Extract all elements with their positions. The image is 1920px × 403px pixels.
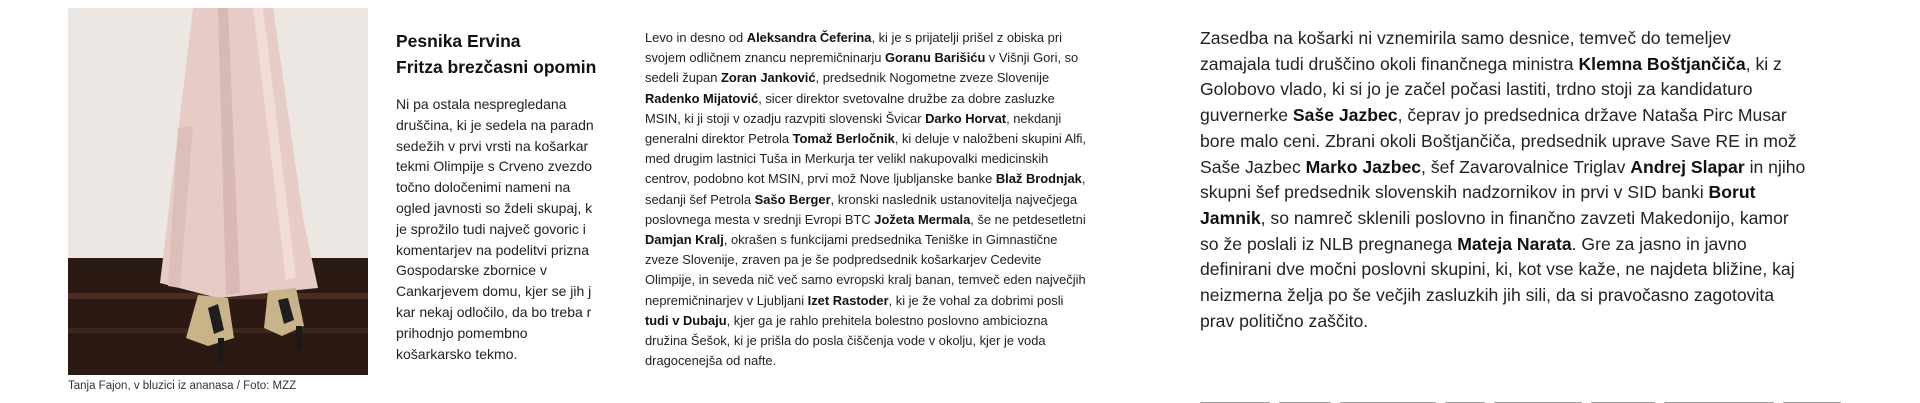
text-segment: dragocenejša od nafte.	[645, 353, 777, 369]
text-segment: Golobovo vlado, ki si jo je začel počasi lastiti, trdno stoji za kandidaturo	[1200, 79, 1753, 100]
text-line	[1200, 283, 1912, 309]
text-segment: generalni direktor Petrola	[645, 131, 793, 147]
text-line	[645, 89, 1185, 109]
text-segment: prav politično zaščito.	[1200, 310, 1369, 331]
sidebar-column	[396, 28, 644, 398]
person-name: Saše Jazbec	[1292, 105, 1398, 126]
person-name: Borut	[1708, 182, 1756, 203]
text-segment: , so namreč sklenili poslovno in finančno zavzeti Makedonijo, kamor	[1260, 207, 1789, 228]
text-segment: so že poslali iz NLB pregnanega	[1200, 233, 1458, 254]
text-segment: , okrašen s funkcijami predsednika Teniške in Gimnastične	[723, 232, 1058, 248]
person-name: Radenko Mijatović	[645, 90, 759, 106]
text-line	[645, 129, 1185, 149]
sidebar-body-line: komentarjev na podelitvi prizna	[396, 241, 589, 258]
text-line	[645, 331, 1185, 351]
sidebar-body-line: prihodnjo pomembno	[396, 324, 528, 341]
text-segment: . Gre za jasno in javno	[1571, 233, 1747, 254]
text-segment: , ki z	[1745, 53, 1782, 74]
text-segment: Zasedba na košarki ni vznemirila samo desnice, temveč do temeljev	[1200, 28, 1731, 48]
article-photo	[68, 8, 368, 375]
text-segment: definirani dve močni poslovni skupini, ki, kot vse kaže, ne najdeta bližine, kaj	[1200, 259, 1795, 280]
text-line	[1200, 155, 1912, 181]
text-segment: , kronski naslednik ustanovitelja največjega	[830, 191, 1078, 207]
text-segment: skupni šef predsednik slovenskih nadzornikov in prvi v SID banki	[1200, 182, 1709, 203]
text-line	[1200, 52, 1912, 78]
text-segment: Saše Jazbec	[1200, 156, 1306, 177]
text-line	[645, 230, 1185, 250]
text-line	[645, 270, 1185, 290]
text-segment: MSIN, ki ji stoji v ozadju razvpiti slovenski Švicar	[645, 110, 926, 126]
text-line	[645, 291, 1185, 311]
text-line	[645, 68, 1185, 88]
text-segment: , čeprav jo predsednica države Nataša Pirc Musar	[1397, 105, 1787, 126]
article-photo-image	[68, 8, 368, 375]
text-line	[645, 351, 1185, 371]
next-paragraph-cut	[1200, 396, 1850, 403]
text-segment: Olimpije, in seveda nič več samo evropski kralj banan, temveč eden največjih	[645, 272, 1086, 288]
person-name: Darko Horvat	[925, 110, 1007, 126]
person-name: Jožeta Mermala	[874, 211, 971, 227]
text-segment: Levo in desno od	[645, 30, 747, 45]
text-segment: , ki je že vohal za dobrimi posli	[888, 292, 1064, 308]
text-segment: neizmerna želja po še večjih zasluzkih jih sili, da si pravočasno zagotovita	[1200, 285, 1775, 306]
sidebar-body-line: sedežih v prvi vrsti na košarkar	[396, 137, 589, 154]
sidebar-body-line: Gospodarske zbornice v	[396, 262, 547, 279]
text-segment: družina Šešok, ki je prišla do posla čiščenja vode v okolju, kjer je voda	[645, 333, 1046, 349]
person-name: Damjan Kralj	[645, 232, 724, 248]
text-segment: , še ne petdesetletni	[970, 211, 1086, 227]
text-segment: svojem odličnem znancu nepremičninarju	[645, 50, 886, 66]
text-line	[645, 169, 1185, 189]
text-segment: , predsednik Nogometne zveze Slovenije	[815, 70, 1050, 86]
text-line	[645, 28, 1185, 48]
person-name: Marko Jazbec	[1305, 156, 1422, 177]
sidebar-body-line: Cankarjevem domu, kjer se jih j	[396, 283, 592, 300]
text-segment: v Višnji Gori, so	[985, 50, 1079, 66]
sidebar-body-line: Ni pa ostala nespregledana	[396, 96, 567, 112]
text-line	[645, 190, 1185, 210]
text-segment: zveze Slovenije, zraven pa je še podpredsednik košarkarjev Cedevite	[645, 252, 1042, 268]
sidebar-body-line: tekmi Olimpije s Crveno zvezdo	[396, 158, 593, 175]
text-line	[645, 210, 1185, 230]
text-segment: , šef Zavarovalnice Triglav	[1421, 156, 1631, 177]
sidebar-body-line: košarkarsko tekmo.	[396, 345, 518, 362]
person-name: Aleksandra Čeferina	[746, 30, 872, 45]
text-line	[645, 250, 1185, 270]
text-segment: , kjer ga je rahlo prehitela bolestno poslovno ambiciozna	[726, 312, 1048, 328]
sidebar-body-line: točno določenimi nameni na	[396, 179, 571, 196]
text-segment: centrov, podobno kot MSIN, prvi mož Nove ljubljanske banke	[645, 171, 996, 187]
text-line	[645, 48, 1185, 68]
text-line	[645, 311, 1185, 331]
sidebar-body-line: kar nekaj odločilo, da bo treba r	[396, 303, 592, 320]
text-line	[1200, 103, 1912, 129]
person-name: Mateja Narata	[1457, 233, 1572, 254]
person-name: Zoran Janković	[720, 70, 816, 86]
person-name: Andrej Slapar	[1630, 156, 1745, 177]
text-segment: ,	[1081, 171, 1086, 187]
person-name: Goranu Barišiću	[885, 50, 986, 66]
photo-caption: Tanja Fajon, v bluzici iz ananasa / Foto: MZZ	[68, 380, 297, 392]
text-line	[1200, 129, 1912, 155]
text-segment: , nekdanji	[1006, 110, 1062, 126]
text-segment: sedeli župan	[645, 70, 721, 86]
text-line	[1200, 206, 1912, 232]
text-line	[1200, 232, 1912, 258]
text-line	[1200, 257, 1912, 283]
text-segment: nepremičninarjev v Ljubljani	[645, 292, 808, 308]
person-name: Izet Rastoder	[807, 292, 889, 308]
person-name: tudi v Dubaju	[645, 312, 727, 328]
person-name: Klemna Boštjančiča	[1578, 53, 1746, 74]
sidebar-body-line: druščina, ki je sedela na paradn	[396, 116, 594, 133]
person-name: Jamnik	[1200, 207, 1261, 228]
text-segment: guvernerke	[1200, 105, 1293, 126]
person-name: Tomaž Berločnik	[792, 131, 895, 147]
text-segment: , sicer direktor svetovalne družbe za dobre zasluzke	[758, 90, 1055, 106]
article-right-column	[1200, 26, 1912, 334]
sidebar-body	[396, 94, 644, 364]
headline-line: Pesnika Ervina	[396, 31, 521, 51]
text-line	[1200, 77, 1912, 103]
text-segment: zamajala tudi druščino okoli finančnega ministra	[1200, 53, 1579, 74]
person-name: Sašo Berger	[754, 191, 831, 207]
text-line	[645, 109, 1185, 129]
text-line	[645, 149, 1185, 169]
text-segment: poslovnega mesta v srednji Evropi BTC	[645, 211, 875, 227]
text-line	[1200, 309, 1912, 335]
text-segment: med drugim lastnici Tuša in Merkurja ter velikl nakupovalki medicinskih	[645, 151, 1049, 167]
text-segment: , ki deluje v naložbeni skupini Alfi,	[894, 131, 1087, 147]
text-segment: sedanji šef Petrola	[645, 191, 755, 207]
headline-line: Fritza brezčasni opomin	[396, 57, 597, 77]
sidebar-body-line: ogled javnosti so ždeli skupaj, k	[396, 199, 593, 216]
text-segment: bore malo ceni. Zbrani okoli Boštjančiča, predsednik uprave Save RE in mož	[1200, 130, 1797, 151]
text-line	[1200, 26, 1912, 52]
person-name: Blaž Brodnjak	[995, 171, 1082, 187]
sidebar-headline	[396, 28, 644, 80]
sidebar-body-line: je sprožilo tudi največ govoric i	[396, 220, 586, 237]
text-segment: in njiho	[1744, 156, 1806, 177]
text-segment: , ki je s prijatelji prišel z obiska pri	[871, 30, 1063, 45]
text-line	[1200, 180, 1912, 206]
article-middle-column	[645, 28, 1185, 371]
